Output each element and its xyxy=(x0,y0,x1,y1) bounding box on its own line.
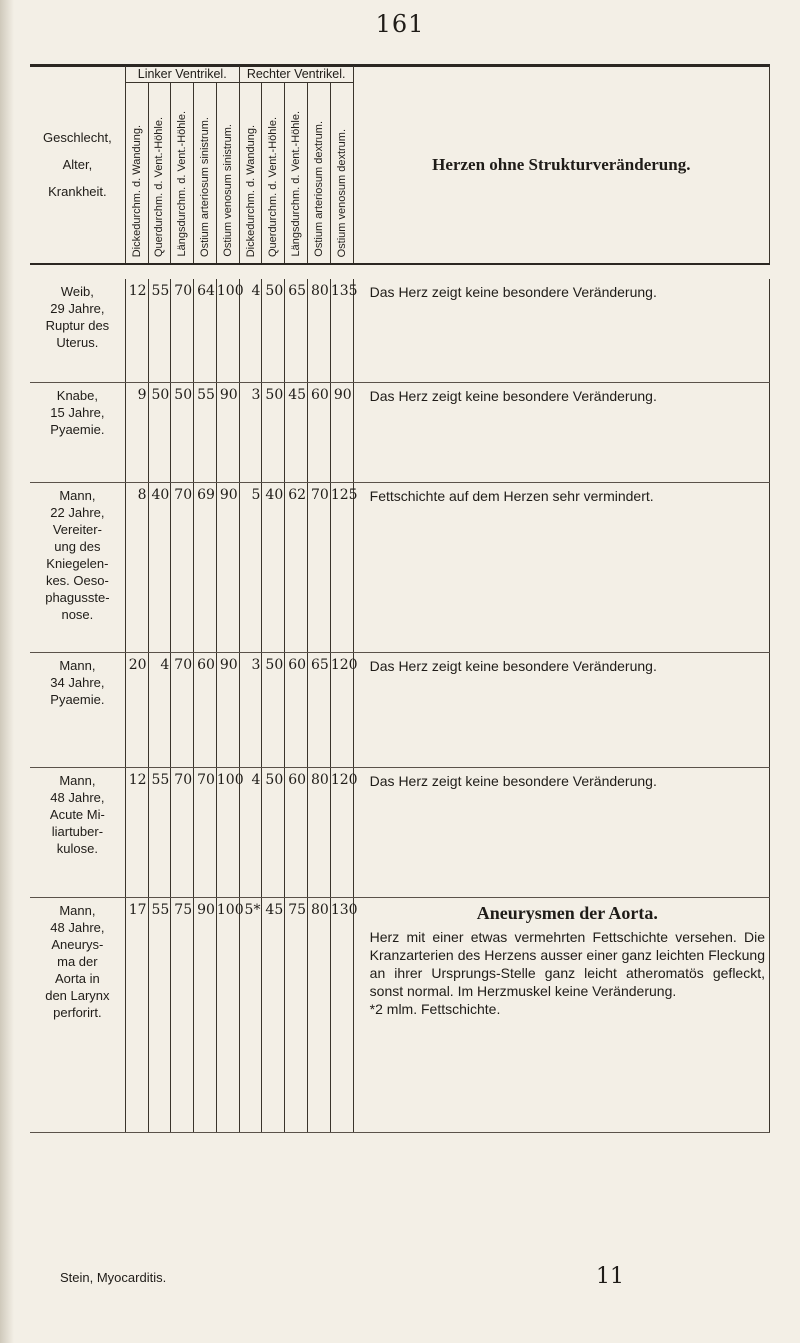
value-cell: 65 xyxy=(308,652,331,767)
page-edge xyxy=(0,0,14,1343)
value-cell: 100 xyxy=(216,897,239,1132)
value-cell: 60 xyxy=(285,767,308,897)
value-cell: 70 xyxy=(171,482,194,652)
value-cell: 4 xyxy=(239,279,262,382)
value-cell: 5* xyxy=(239,897,262,1132)
footer-signature-mark: 11 xyxy=(596,1264,624,1289)
value-cell: 55 xyxy=(194,382,217,482)
column-header: Ostium arteriosum sinistrum. xyxy=(194,83,217,265)
first-column-header xyxy=(30,66,125,264)
description-cell xyxy=(353,652,769,767)
description-text: Das Herz zeigt keine besondere Veränderung. xyxy=(369,657,657,674)
value-cell: 62 xyxy=(285,482,308,652)
value-cell: 100 xyxy=(216,767,239,897)
value-cell: 125 xyxy=(330,482,353,652)
description-text: Das Herz zeigt keine besondere Veränderung. xyxy=(369,387,657,404)
patient-line: 15 Jahre, xyxy=(50,404,105,420)
group-left-ventricle: Linker Ventrikel. xyxy=(125,66,239,83)
column-header: Ostium venosum dextrum. xyxy=(330,83,353,265)
patient-cell xyxy=(30,652,125,767)
value-cell: 70 xyxy=(194,767,217,897)
measurements-table xyxy=(30,66,770,1133)
patient-line: Vereiter- xyxy=(52,521,102,537)
column-header: Längsdurchm. d. Vent.-Höhle. xyxy=(285,83,308,265)
value-cell: 50 xyxy=(148,382,171,482)
description-text: Das Herz zeigt keine besondere Veränderung. xyxy=(369,772,657,789)
value-cell: 40 xyxy=(262,482,285,652)
column-header: Dickedurchm. d. Wandung. xyxy=(125,83,148,265)
value-cell: 70 xyxy=(171,652,194,767)
description-cell xyxy=(353,767,769,897)
value-cell: 100 xyxy=(216,279,239,382)
table-row xyxy=(30,382,770,482)
value-cell: 8 xyxy=(125,482,148,652)
patient-line: Mann, xyxy=(59,902,96,918)
patient-line: liartuber- xyxy=(51,823,104,839)
column-header: Ostium venosum sinistrum. xyxy=(216,83,239,265)
patient-line: 29 Jahre, xyxy=(50,301,105,316)
value-cell: 90 xyxy=(216,382,239,482)
value-cell: 120 xyxy=(330,767,353,897)
value-cell: 64 xyxy=(194,279,217,382)
value-cell: 50 xyxy=(171,382,194,482)
value-cell: 80 xyxy=(308,897,331,1132)
value-cell: 50 xyxy=(262,652,285,767)
value-cell: 90 xyxy=(194,897,217,1132)
value-cell: 80 xyxy=(308,279,331,382)
description-header: Herzen ohne Strukturveränderung. xyxy=(353,66,769,264)
value-cell: 50 xyxy=(262,382,285,482)
value-cell: 55 xyxy=(148,897,171,1132)
value-cell: 17 xyxy=(125,897,148,1132)
patient-line: ung des xyxy=(54,538,101,554)
patient-line: den Larynx xyxy=(45,987,110,1003)
value-cell: 75 xyxy=(285,897,308,1132)
value-cell: 9 xyxy=(125,382,148,482)
description-cell xyxy=(353,482,769,652)
table-body xyxy=(30,279,770,1132)
description-text: Herz mit einer etwas vermehrten Fettschichte versehen. Die Kranzarterien des Herzens ausser einer ganz leichten Fleckung an ihrer Ursprungs-Stelle ganz leicht atheromatös gefleckt, sonst normal. Im Herzmuskel keine Veränderung. xyxy=(369,928,765,999)
value-cell: 60 xyxy=(194,652,217,767)
patient-line: Ruptur des xyxy=(45,318,110,333)
description-title: Aneurysmen der Aorta. xyxy=(476,902,658,923)
patient-line: 48 Jahre, xyxy=(50,789,105,805)
value-cell: 4 xyxy=(239,767,262,897)
patient-cell xyxy=(30,382,125,482)
description-footnote: *2 mlm. Fettschichte. xyxy=(369,1000,501,1017)
patient-cell xyxy=(30,767,125,897)
value-cell: 90 xyxy=(216,482,239,652)
patient-line: 48 Jahre, xyxy=(50,919,105,935)
value-cell: 70 xyxy=(171,279,194,382)
value-cell: 65 xyxy=(285,279,308,382)
patient-line: Aneurys- xyxy=(51,936,104,952)
value-cell: 60 xyxy=(285,652,308,767)
value-cell: 40 xyxy=(148,482,171,652)
value-cell: 3 xyxy=(239,382,262,482)
table-row xyxy=(30,652,770,767)
value-cell: 20 xyxy=(125,652,148,767)
value-cell: 130 xyxy=(330,897,353,1132)
value-cell: 90 xyxy=(330,382,353,482)
value-cell: 69 xyxy=(194,482,217,652)
patient-line: ma der xyxy=(57,953,98,969)
patient-cell xyxy=(30,897,125,1132)
patient-line: Weib, xyxy=(60,284,94,299)
patient-line: Mann, xyxy=(59,657,96,673)
column-header: Längsdurchm. d. Vent.-Höhle. xyxy=(171,83,194,265)
table-row xyxy=(30,897,770,1132)
description-cell xyxy=(353,897,769,1132)
patient-line: Knabe, xyxy=(56,387,98,403)
value-cell: 120 xyxy=(330,652,353,767)
value-cell: 70 xyxy=(308,482,331,652)
patient-line: Aorta in xyxy=(54,970,100,986)
table-row xyxy=(30,767,770,897)
column-header: Ostium arteriosum dextrum. xyxy=(308,83,331,265)
value-cell: 45 xyxy=(285,382,308,482)
patient-line: Kniegelen- xyxy=(46,555,109,571)
value-cell: 45 xyxy=(262,897,285,1132)
description-text: Das Herz zeigt keine besondere Veränderung. xyxy=(369,284,657,300)
description-text: Fettschichte auf dem Herzen sehr vermindert. xyxy=(369,487,654,504)
value-cell: 12 xyxy=(125,279,148,382)
value-cell: 12 xyxy=(125,767,148,897)
patient-line: phagusste- xyxy=(45,589,110,605)
patient-line: kes. Oeso- xyxy=(45,572,109,588)
value-cell: 55 xyxy=(148,279,171,382)
value-cell: 50 xyxy=(262,767,285,897)
patient-line: 22 Jahre, xyxy=(50,504,105,520)
patient-line: 34 Jahre, xyxy=(50,674,105,690)
value-cell: 3 xyxy=(239,652,262,767)
value-cell: 90 xyxy=(216,652,239,767)
description-cell xyxy=(353,279,769,382)
value-cell: 50 xyxy=(262,279,285,382)
group-right-ventricle: Rechter Ventrikel. xyxy=(239,66,353,83)
value-cell: 60 xyxy=(308,382,331,482)
page-number: 161 xyxy=(375,10,425,38)
patient-line: Mann, xyxy=(59,487,96,503)
value-cell: 55 xyxy=(148,767,171,897)
value-cell: 70 xyxy=(171,767,194,897)
column-header: Dickedurchm. d. Wandung. xyxy=(239,83,262,265)
column-header: Querdurchm. d. Vent.-Höhle. xyxy=(262,83,285,265)
description-cell xyxy=(353,382,769,482)
patient-cell xyxy=(30,482,125,652)
value-cell: 75 xyxy=(171,897,194,1132)
header-age: Alter, xyxy=(62,157,93,172)
table-row xyxy=(30,279,770,382)
patient-line: Uterus. xyxy=(56,335,99,350)
value-cell: 80 xyxy=(308,767,331,897)
patient-line: kulose. xyxy=(56,840,98,856)
patient-cell xyxy=(30,279,125,382)
header-disease: Krankheit. xyxy=(48,184,107,199)
table-row xyxy=(30,482,770,652)
patient-line: nose. xyxy=(61,606,94,622)
header-sex: Geschlecht, xyxy=(43,130,112,145)
patient-line: Mann, xyxy=(59,772,96,788)
value-cell: 4 xyxy=(148,652,171,767)
patient-line: perforirt. xyxy=(53,1004,102,1020)
patient-line: Pyaemie. xyxy=(50,691,105,707)
footer-running-title: Stein, Myocarditis. xyxy=(60,1270,167,1285)
patient-line: Pyaemie. xyxy=(50,421,105,437)
value-cell: 5 xyxy=(239,482,262,652)
column-header: Querdurchm. d. Vent.-Höhle. xyxy=(148,83,171,265)
value-cell: 135 xyxy=(330,279,353,382)
patient-line: Acute Mi- xyxy=(49,806,105,822)
